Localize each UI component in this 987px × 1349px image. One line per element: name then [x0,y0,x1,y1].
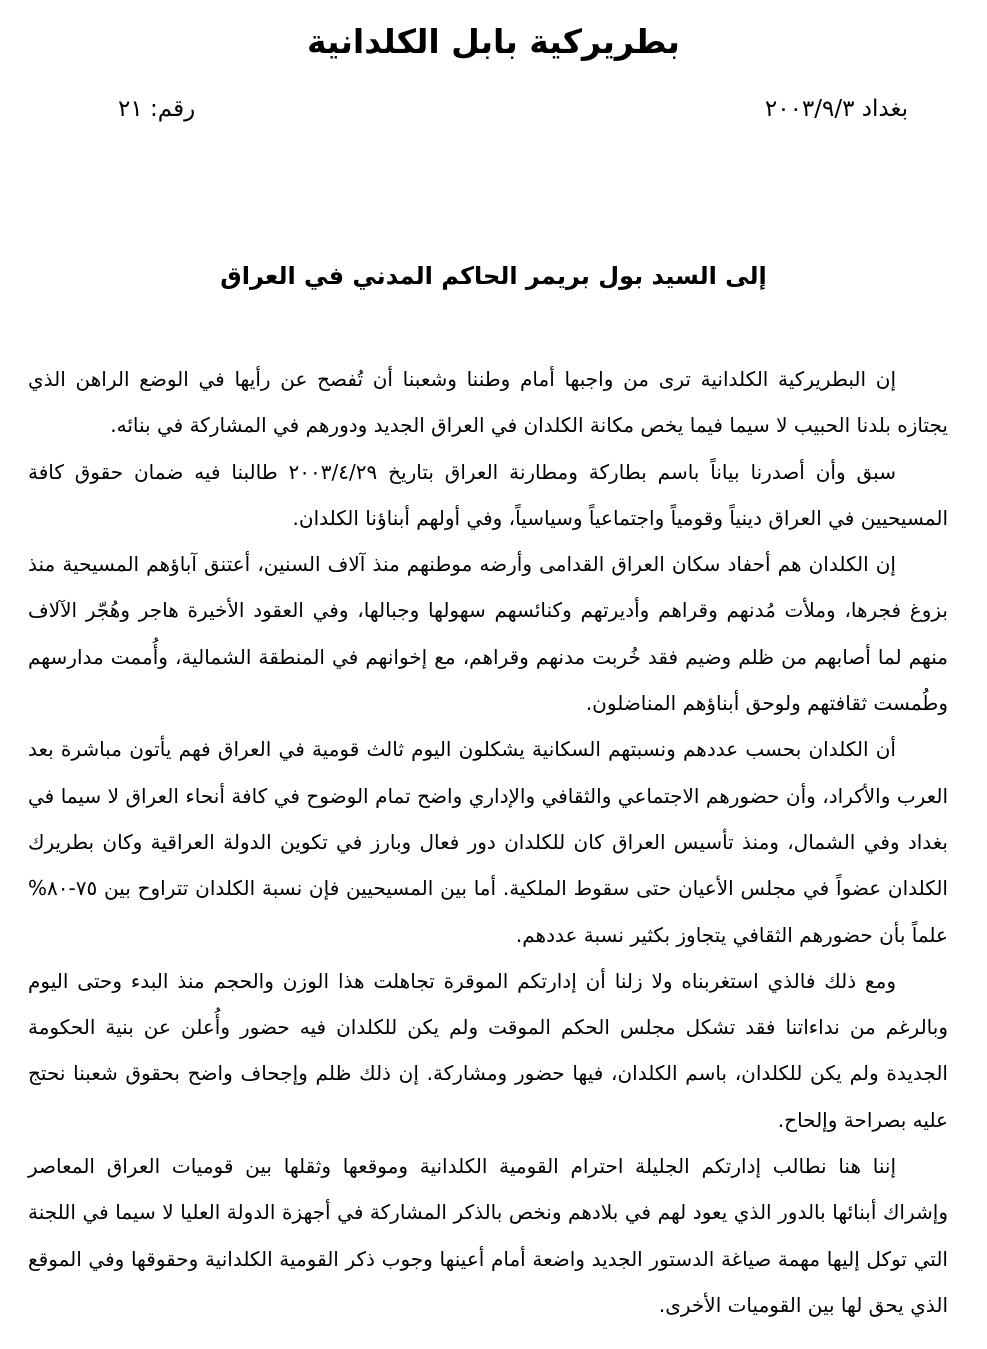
letter-addressee: إلى السيد بول بريمر الحاكم المدني في العراق [220,262,767,290]
letterhead-title: بطريركية بابل الكلدانية [307,22,680,61]
letter-reference-number: رقم: ٢١ [118,96,196,122]
body-paragraph: ومع ذلك فالذي استغربناه ولا زلنا أن إدارتكم الموقرة تجاهلت هذا الوزن والحجم منذ البدء وحتى اليوم وبالرغم من نداءاتنا فقد تشكل مجلس الحكم الموقت ولم يكن للكلدان فيه حضور وأُعلن عن بنية الحكومة الجديدة ولم يكن للكلدان، باسم الكلدان، فيها حضور ومشاركة. إن ذلك ظلم وإجحاف واضح بحقوق شعبنا نحتج عليه بصراحة وإلحاح. [28,968,948,1132]
letter-body [28,356,948,1328]
body-paragraph: إن البطريركية الكلدانية ترى من واجبها أمام وطننا وشعبنا أن تُفصح عن رأيها في الوضع الراهن الذي يجتازه بلدنا الحبيب لا سيما فيما يخص مكانة الكلدان في العراق الجديد ودورهم في المشاركة في بنائه. [28,367,948,438]
body-paragraph: إن الكلدان هم أحفاد سكان العراق القدامى وأرضه موطنهم منذ آلاف السنين، أعتنق آباؤهم المسيحية منذ بزوغ فجرها، وملأت مُدنهم وقراهم وأديرتهم وكنائسهم سهولها وجبالها، وفي العقود الأخيرة هاجر وهُجّر الآلاف منهم لما أصابهم من ظلم وضيم فقد خُربت مدنهم وقراهم، مع إخوانهم في المنطقة الشمالية، وأُممت مدارسهم وطُمست ثقافتهم ولوحق أبناؤهم المناضلون. [28,552,948,716]
letter-meta [118,96,908,132]
body-paragraph: إننا هنا نطالب إدارتكم الجليلة احترام القومية الكلدانية وموقعها وثقلها بين قوميات العراق المعاصر وإشراك أبنائها بالدور الذي يعود لهم في بلادهم ونخص بالذكر المشاركة في أجهزة الدولة العليا لا سيما في اللجنة التي توكل إليها مهمة صياغة الدستور الجديد واضعة أمام أعينها وجوب ذكر القومية الكلدانية وحقوقها وفي الموقع الذي يحق لها بين القوميات الأخرى. [28,1154,948,1317]
body-paragraph: سبق وأن أصدرنا بياناً باسم بطاركة ومطارنة العراق بتاريخ ٢٠٠٣/٤/٢٩ طالبنا فيه ضمان حقوق كافة المسيحيين في العراق دينياً وقومياً واجتماعياً وسياسياً، وفي أولهم أبناؤنا الكلدان. [28,459,948,530]
body-paragraph: أن الكلدان بحسب عددهم ونسبتهم السكانية يشكلون اليوم ثالث قومية في العراق فهم يأتون مباشرة بعد العرب والأكراد، وأن حضورهم الاجتماعي والثقافي والإداري واضح تمام الوضوح في كافة أنحاء العراق لا سيما في بغداد وفي الشمال، ومنذ تأسيس العراق كان للكلدان دور فعال وبارز في تكوين الدولة العراقية وكان بطريرك الكلدان عضواً في مجلس الأعيان حتى سقوط الملكية. أما بين المسيحيين فإن نسبة الكلدان تتراوح بين ٧٥-٨٠% علماً بأن حضورهم الثقافي يتجاوز بكثير نسبة عددهم. [28,737,948,947]
letter-date: بغداد ٢٠٠٣/٩/٣ [764,96,908,122]
